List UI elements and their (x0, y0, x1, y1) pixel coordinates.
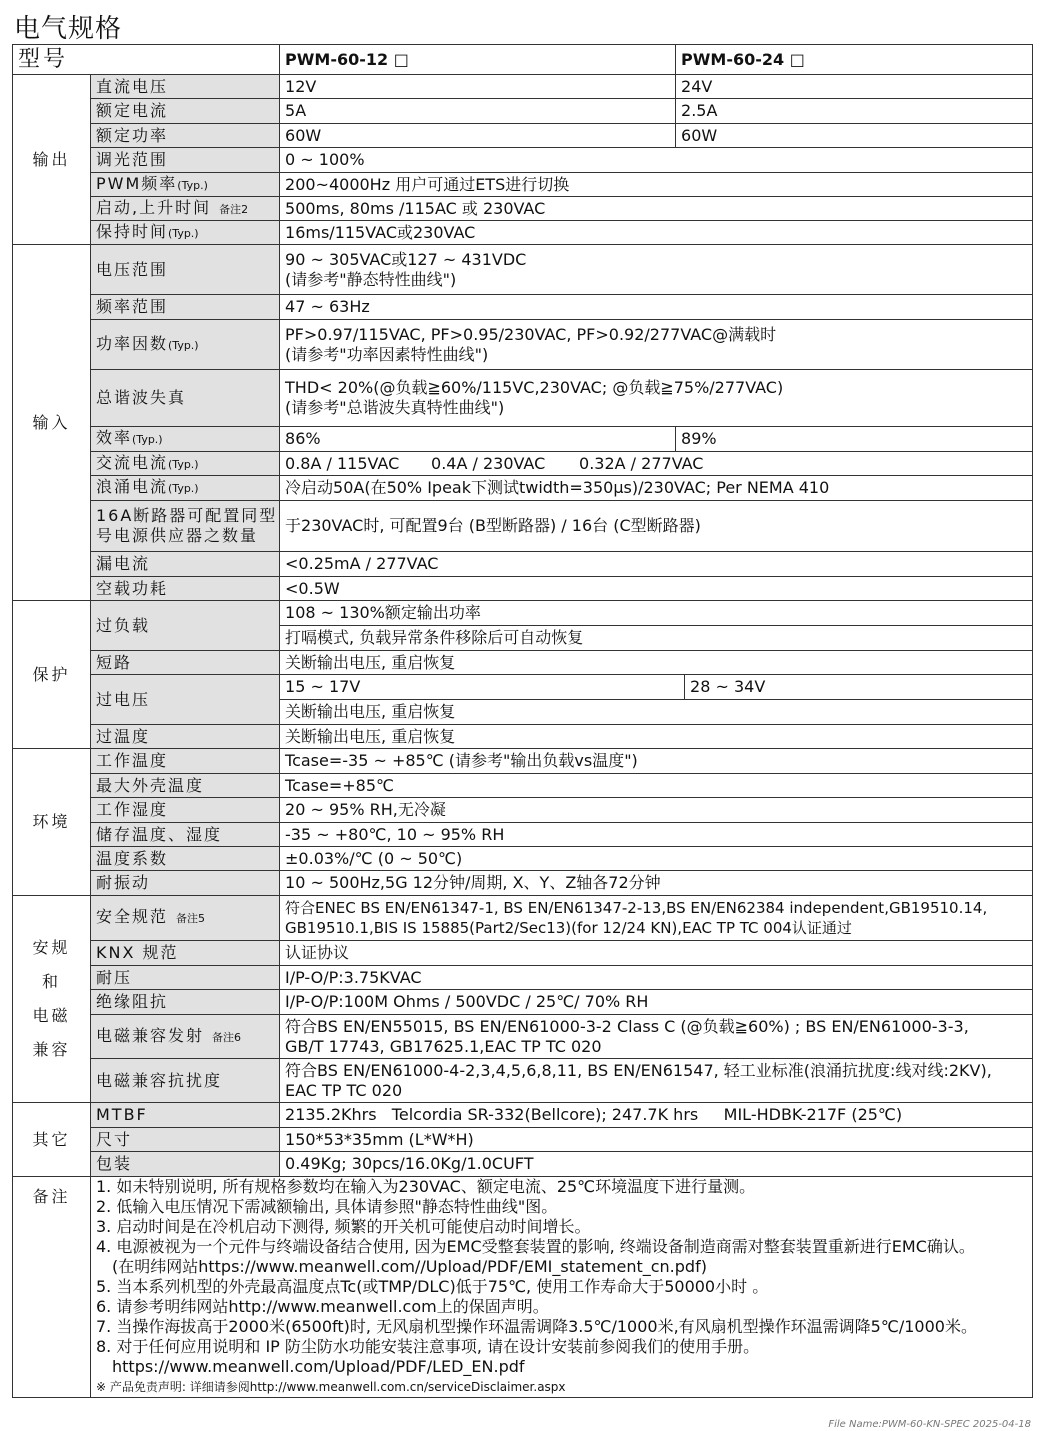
safety-standards-value: 符合ENEC BS EN/EN61347-1, BS EN/EN61347-2-13,BS EN/EN62384 independent,GB19510.14, GB19510.1,BIS IS 15885(Part2/Sec13)(for 12/24 KN),EAC TP TC 004认证通过 (280, 896, 1033, 941)
short-value: 关断输出电压, 重启恢复 (280, 651, 1033, 675)
section-input: 输入 (13, 245, 91, 601)
efficiency-b: 89% (676, 427, 1033, 452)
label-dimension: 尺寸 (91, 1128, 280, 1152)
efficiency-a: 86% (280, 427, 676, 452)
vibration-value: 10 ~ 500Hz,5G 12分钟/周期, X、Y、Z轴各72分钟 (280, 871, 1033, 896)
label-vibration: 耐振动 (91, 871, 280, 896)
model-a: PWM-60-12 □ (280, 45, 676, 75)
rated-current-b: 2.5A (676, 99, 1033, 124)
overload-line1: 108 ~ 130%额定输出功率 (280, 601, 1033, 626)
label-packing: 包装 (91, 1152, 280, 1177)
note-2: 2. 低输入电压情况下需减额输出, 具体请参照"静态特性曲线"图。 (96, 1197, 558, 1216)
label-pwm: PWM频率(Typ.) (91, 173, 280, 197)
typ-sub: (Typ.) (168, 482, 199, 495)
voltage-range-value: 90 ~ 305VAC或127 ~ 431VDC (请参考"静态特性曲线") (280, 245, 1033, 295)
ac-current-value: 0.8A / 115VAC 0.4A / 230VAC 0.32A / 277VAC (280, 452, 1033, 476)
note-ref: 备注6 (212, 1030, 242, 1044)
ovp-line2: 关断输出电压, 重启恢复 (280, 700, 1033, 725)
label-storage: 储存温度、湿度 (91, 823, 280, 847)
typ-sub: (Typ.) (132, 433, 163, 446)
label-overload: 过负载 (91, 601, 280, 651)
label-temp-coeff: 温度系数 (91, 847, 280, 871)
pwm-value: 200~4000Hz 用户可通过ETS进行切换 (280, 173, 1033, 197)
knx-value: 认证协议 (280, 941, 1033, 966)
label-dimming: 调光范围 (91, 148, 280, 173)
rated-current-a: 5A (280, 99, 676, 124)
thd-value: THD< 20%(@负载≧60%/115VC,230VAC; @负载≧75%/277VAC) (请参考"总谐波失真特性曲线") (280, 370, 1033, 427)
model-label: 型号 (13, 45, 280, 75)
note-3: 3. 启动时间是在冷机启动下测得, 频繁的开关机可能使启动时间增长。 (96, 1217, 591, 1236)
file-name-footer: File Name:PWM-60-KN-SPEC 2025-04-18 (828, 1419, 1031, 1430)
section-protection: 保护 (13, 601, 91, 749)
section-other: 其它 (13, 1103, 91, 1177)
note-4: 4. 电源被视为一个元件与终端设备结合使用, 因为EMC受整套装置的影响, 终端设备制造商需对整套装置重新进行EMC确认。 (96, 1237, 975, 1256)
typ-sub: (Typ.) (168, 226, 199, 240)
working-temp-value: Tcase=-35 ~ +85℃ (请参考"输出负载vs温度") (280, 749, 1033, 774)
frequency-value: 47 ~ 63Hz (280, 295, 1033, 320)
label-humidity: 工作湿度 (91, 798, 280, 823)
label-emc-emission: 电磁兼容发射 备注6 (91, 1015, 280, 1059)
dc-voltage-a: 12V (280, 75, 676, 99)
label-inrush: 浪涌电流(Typ.) (91, 476, 280, 501)
label-ac-current: 交流电流(Typ.) (91, 452, 280, 476)
setup-value: 500ms, 80ms /115AC 或 230VAC (280, 197, 1033, 221)
section-notes: 备注 (13, 1177, 91, 1398)
label-knx: KNX 规范 (91, 941, 280, 966)
notes-list (91, 1177, 1033, 1398)
disclaimer: ※ 产品免责声明: 详细请参阅http://www.meanwell.com.cn/serviceDisclaimer.aspx (96, 1380, 566, 1394)
temp-coeff-value: ±0.03%/℃ (0 ~ 50℃) (280, 847, 1033, 871)
humidity-value: 20 ~ 95% RH,无冷凝 (280, 798, 1033, 823)
note-8-link[interactable]: https://www.meanwell.com/Upload/PDF/LED_EN.pdf (112, 1357, 525, 1376)
inrush-value: 冷启动50A(在50% Ipeak下测试twidth=350μs)/230VAC; Per NEMA 410 (280, 476, 1033, 501)
spec-table (12, 44, 1033, 1398)
hold-value: 16ms/115VAC或230VAC (280, 221, 1033, 245)
label-rated-power: 额定功率 (91, 124, 280, 148)
label-safety-standards: 安全规范 备注5 (91, 896, 280, 941)
note-1: 1. 如未特别说明, 所有规格参数均在输入为230VAC、额定电流、25℃环境温度下进行量测。 (96, 1177, 756, 1196)
otp-value: 关断输出电压, 重启恢复 (280, 725, 1033, 749)
page-title: 电气规格 (14, 14, 123, 44)
label-thd: 总谐波失真 (91, 370, 280, 427)
typ-sub: (Typ.) (168, 338, 199, 352)
label-leakage: 漏电流 (91, 552, 280, 577)
label-max-case: 最大外壳温度 (91, 774, 280, 798)
typ-sub: (Typ.) (177, 178, 208, 192)
packing-value: 0.49Kg; 30pcs/16.0Kg/1.0CUFT (280, 1152, 1033, 1177)
ovp-a: 15 ~ 17V (280, 675, 685, 700)
label-rated-current: 额定电流 (91, 99, 280, 124)
note-ref: 备注5 (176, 912, 206, 925)
label-withstand: 耐压 (91, 966, 280, 990)
typ-sub: (Typ.) (168, 457, 199, 471)
label-short: 短路 (91, 651, 280, 675)
label-breaker: 16A断路器可配置同型 号电源供应器之数量 (91, 501, 280, 552)
label-mtbf: MTBF (91, 1103, 280, 1128)
leakage-value: <0.25mA / 277VAC (280, 552, 1033, 577)
isolation-value: I/P-O/P:100M Ohms / 500VDC / 25℃/ 70% RH (280, 990, 1033, 1015)
label-emc-immunity: 电磁兼容抗扰度 (91, 1059, 280, 1103)
label-voltage-range: 电压范围 (91, 245, 280, 295)
note-ref: 备注2 (219, 202, 249, 216)
dimming-value: 0 ~ 100% (280, 148, 1033, 173)
withstand-value: I/P-O/P:3.75KVAC (280, 966, 1033, 990)
note-4-link[interactable]: (在明纬网站https://www.meanwell.com//Upload/PDF/EMI_statement_cn.pdf) (112, 1257, 707, 1276)
label-hold: 保持时间(Typ.) (91, 221, 280, 245)
note-8: 8. 对于任何应用说明和 IP 防尘防水功能安装注意事项, 请在设计安装前参阅我们的使用手册。 (96, 1337, 760, 1356)
note-6: 6. 请参考明纬网站http://www.meanwell.com上的保固声明。 (96, 1297, 549, 1316)
label-power-factor: 功率因数(Typ.) (91, 320, 280, 370)
section-environment: 环境 (13, 749, 91, 896)
rated-power-a: 60W (280, 124, 676, 148)
label-otp: 过温度 (91, 725, 280, 749)
label-isolation: 绝缘阻抗 (91, 990, 280, 1015)
emc-immunity-value: 符合BS EN/EN61000-4-2,3,4,5,6,8,11, BS EN/EN61547, 轻工业标准(浪涌抗扰度:线对线:2KV), EAC TP TC 020 (280, 1059, 1033, 1103)
mtbf-value: 2135.2Khrs Telcordia SR-332(Bellcore); 247.7K hrs MIL-HDBK-217F (25℃) (280, 1103, 1033, 1128)
model-b: PWM-60-24 □ (676, 45, 1033, 75)
power-factor-value: PF>0.97/115VAC, PF>0.95/230VAC, PF>0.92/277VAC@满载时 (请参考"功率因素特性曲线") (280, 320, 1033, 370)
label-ovp: 过电压 (91, 675, 280, 725)
model-row (13, 45, 1033, 75)
label-no-load: 空载功耗 (91, 577, 280, 601)
dimension-value: 150*53*35mm (L*W*H) (280, 1128, 1033, 1152)
storage-value: -35 ~ +80℃, 10 ~ 95% RH (280, 823, 1033, 847)
note-5: 5. 当本系列机型的外壳最高温度点Tc(或TMP/DLC)低于75℃, 使用工作寿命大于50000小时 。 (96, 1277, 769, 1296)
ovp-b: 28 ~ 34V (685, 675, 1033, 700)
section-output: 输出 (13, 75, 91, 245)
rated-power-b: 60W (676, 124, 1033, 148)
max-case-value: Tcase=+85℃ (280, 774, 1033, 798)
section-safety-emc: 安规 和 电磁 兼容 (13, 896, 91, 1103)
dc-voltage-b: 24V (676, 75, 1033, 99)
emc-emission-value: 符合BS EN/EN55015, BS EN/EN61000-3-2 Class C (@负载≧60%) ; BS EN/EN61000-3-3, GB/T 17743, GB17625.1,EAC TP TC 020 (280, 1015, 1033, 1059)
label-frequency: 频率范围 (91, 295, 280, 320)
label-setup: 启动,上升时间 备注2 (91, 197, 280, 221)
label-efficiency: 效率(Typ.) (91, 427, 280, 452)
note-7: 7. 当操作海拔高于2000米(6500ft)时, 无风扇机型操作环温需调降3.5℃/1000米,有风扇机型操作环温需调降5℃/1000米。 (96, 1317, 977, 1336)
label-working-temp: 工作温度 (91, 749, 280, 774)
label-dc-voltage: 直流电压 (91, 75, 280, 99)
no-load-value: <0.5W (280, 577, 1033, 601)
overload-line2: 打嗝模式, 负载异常条件移除后可自动恢复 (280, 626, 1033, 651)
breaker-value: 于230VAC时, 可配置9台 (B型断路器) / 16台 (C型断路器) (280, 501, 1033, 552)
